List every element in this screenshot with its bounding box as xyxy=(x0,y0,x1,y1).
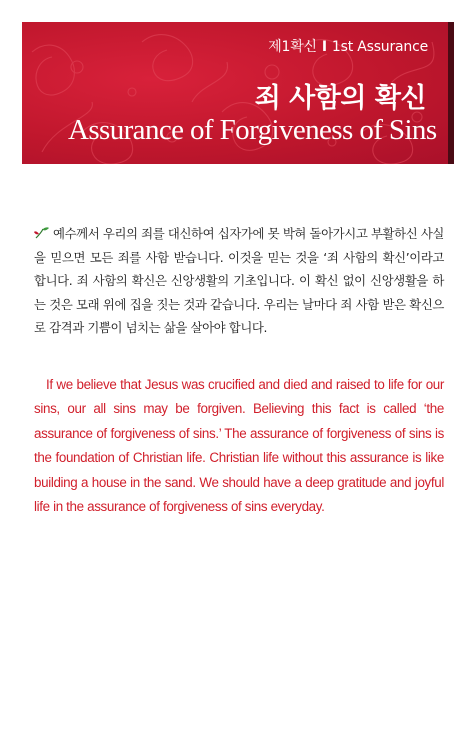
leaf-sprout-icon xyxy=(34,226,50,240)
section-label xyxy=(268,36,428,56)
title-banner xyxy=(22,22,454,164)
korean-paragraph xyxy=(34,222,444,340)
section-label-ko: 제1확신 xyxy=(268,39,317,55)
korean-paragraph-text: 예수께서 우리의 죄를 대신하여 십자가에 못 박혀 돌아가시고 부활하신 사실을 믿으면 모든 죄를 사함 받습니다. 이것을 믿는 것을 ‘죄 사함의 확신’이라고 합니다. 죄 사함의 확신은 신앙생활의 기초입니다. 이 확신 없이 신앙생활을 하는 것은 모래 위에 집을 짓는 것과 같습니다. 우리는 날마다 죄 사함 받은 확신으로 감격과 기쁨이 넘치는 삶을 살아야 합니다. xyxy=(34,226,444,335)
banner-dark-edge xyxy=(448,22,454,164)
page-title-english: Assurance of Forgiveness of Sins xyxy=(68,114,437,146)
english-paragraph-text: If we believe that Jesus was crucified and died and raised to life for our sins, our all sins may be forgiven. Believing this fact is called ‘the assurance of forgiveness of sins.’ The assurance of forgiveness of sins is the foundation of Christian life. Christian life without this assurance is like building a house in the sand. We should have a deep gratitude and joyful life in the assurance of forgiveness of sins everyday. xyxy=(34,377,444,515)
english-paragraph xyxy=(34,373,444,519)
section-label-en: 1st Assurance xyxy=(331,39,428,55)
page-title-korean: 죄 사함의 확신 xyxy=(254,83,426,114)
section-separator: I xyxy=(321,39,327,55)
